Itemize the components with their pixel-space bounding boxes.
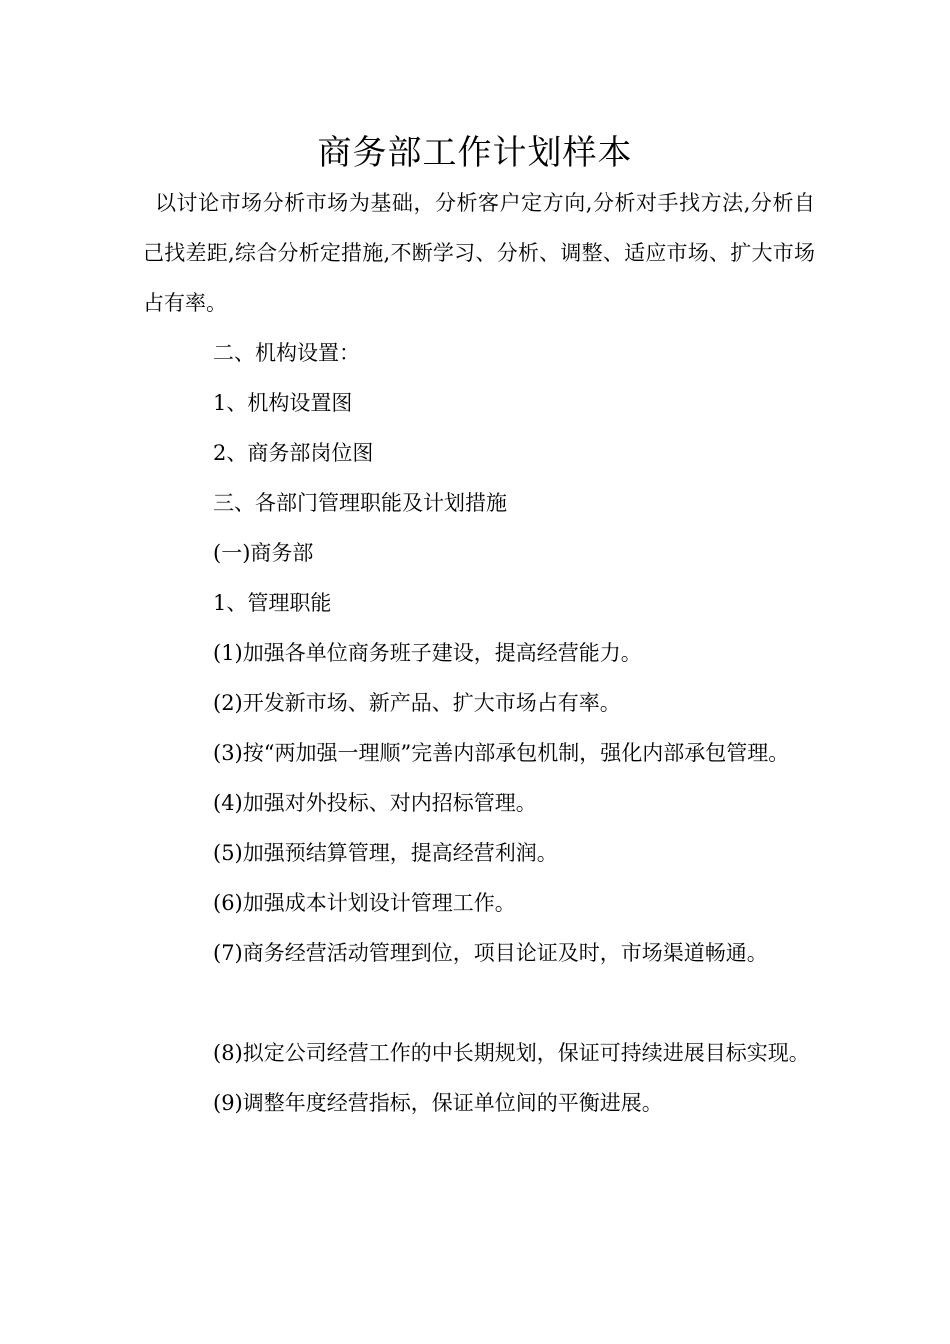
intro-paragraph: 以讨论市场分析市场为基础，分析客户定方向,分析对手找方法,分析自己找差距,综合分析定措施,不断学习、分析、调整、适应市场、扩大市场占有率。 (143, 191, 815, 315)
document-body (143, 178, 815, 1128)
list-item: (3)按“两加强一理顺”完善内部承包机制，强化内部承包管理。 (213, 741, 790, 765)
list-item: 2、商务部岗位图 (213, 441, 374, 465)
list-item: (7)商务经营活动管理到位，项目论证及时，市场渠道畅通。 (213, 941, 768, 965)
list-item: (5)加强预结算管理，提高经营利润。 (213, 841, 558, 865)
list-item: (8)拟定公司经营工作的中长期规划，保证可持续进展目标实现。 (213, 1041, 810, 1065)
list-item: 1、管理职能 (213, 591, 332, 615)
blank-line (143, 978, 815, 1028)
list-item: (1)加强各单位商务班子建设，提高经营能力。 (213, 641, 642, 665)
list-item: (4)加强对外投标、对内招标管理。 (213, 791, 537, 815)
subsection-heading: (一)商务部 (213, 541, 314, 565)
list-item: 1、机构设置图 (213, 391, 353, 415)
page-title: 商务部工作计划样本 (317, 133, 633, 173)
section-heading-organization: 二、机构设置： (213, 341, 360, 365)
section-heading-functions: 三、各部门管理职能及计划措施 (213, 491, 507, 515)
list-item: (6)加强成本计划设计管理工作。 (213, 891, 516, 915)
list-item: (2)开发新市场、新产品、扩大市场占有率。 (213, 691, 621, 715)
list-item: (9)调整年度经营指标，保证单位间的平衡进展。 (213, 1091, 663, 1115)
